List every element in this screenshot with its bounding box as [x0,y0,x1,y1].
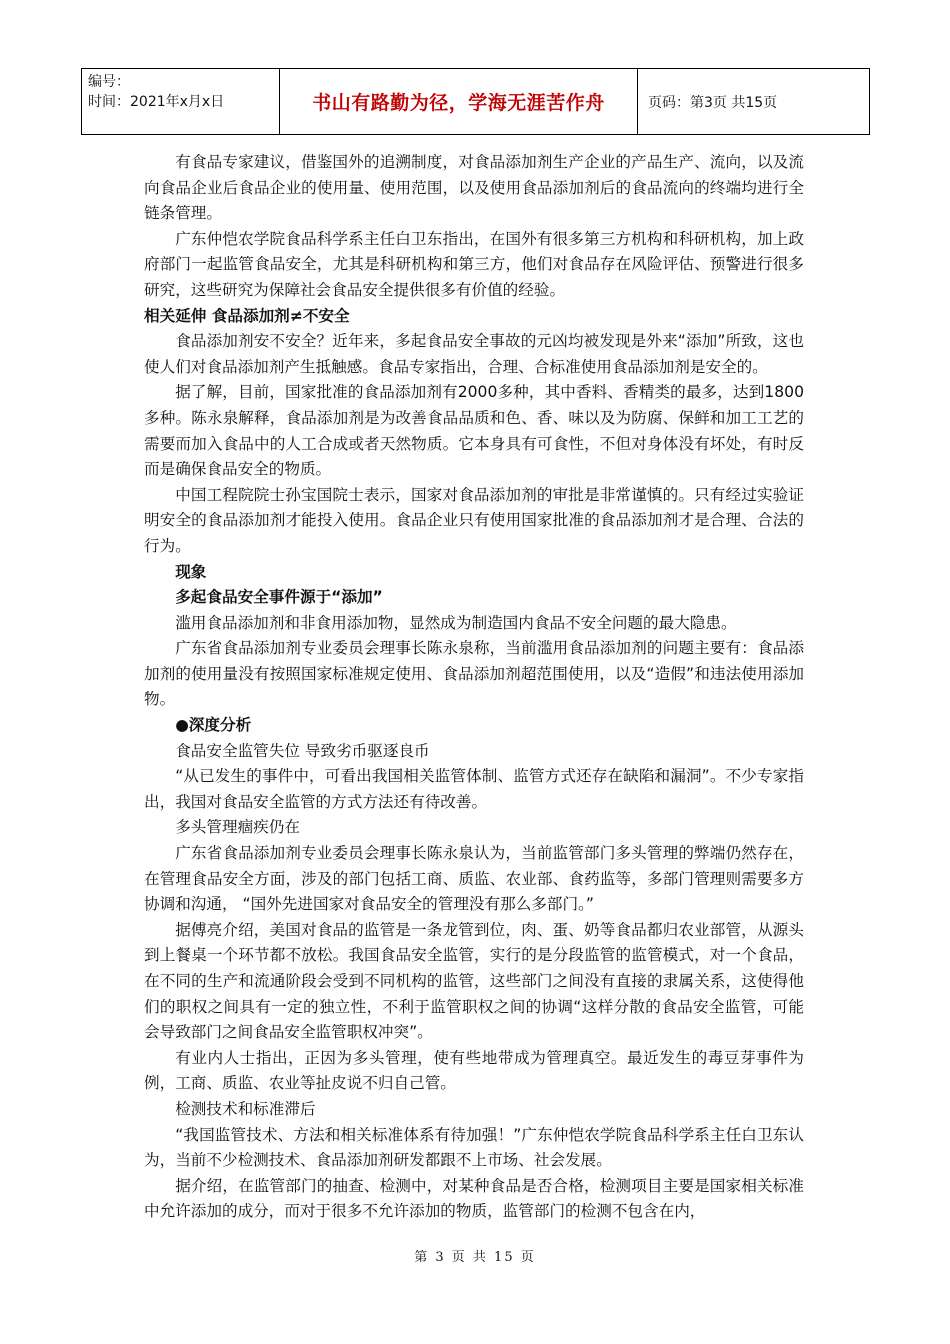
paragraph: 据傅亮介绍，美国对食品的监管是一条龙管到位，肉、蛋、奶等食品都归农业部管，从源头到上餐桌一个环节都不放松。我国食品安全监管，实行的是分段监管的监管模式，对一个食品，在不同的生产和流通阶段会受到不同机构的监管，这些部门之间没有直接的隶属关系，这使得他们的职权之间具有一定的独立性，不利于监管职权之间的协调“这样分散的食品安全监管，可能会导致部门之间食品安全监管职权冲突”。 [144,920,804,1042]
paragraph: 广东仲恺农学院食品科学系主任白卫东指出，在国外有很多第三方机构和科研机构，加上政府部门一起监管食品安全，尤其是科研机构和第三方，他们对食品存在风险评估、预警进行很多研究，这些研究为保障社会食品安全提供很多有价值的经验。 [144,229,804,299]
section-heading: 多起食品安全事件源于“添加” [175,588,383,607]
paragraph: 有业内人士指出，正因为多头管理，使有些地带成为管理真空。最近发生的毒豆芽事件为例，工商、质监、农业等扯皮说不归自己管。 [144,1048,804,1093]
paragraph: 滥用食品添加剂和非食用添加物，显然成为制造国内食品不安全问题的最大隐患。 [175,613,737,632]
paragraph: 中国工程院院士孙宝国院士表示，国家对食品添加剂的审批是非常谨慎的。只有经过实验证明安全的食品添加剂才能投入使用。食品企业只有使用国家批准的食品添加剂才是合理、合法的行为。 [144,485,804,555]
section-heading: 相关延伸 食品添加剂≠不安全 [144,306,350,325]
subheading: 多头管理痼疾仍在 [175,818,300,837]
subheading: 食品安全监管失位 导致劣币驱逐良币 [175,741,430,760]
paragraph: 广东省食品添加剂专业委员会理事长陈永泉称，当前滥用食品添加剂的问题主要有：食品添加剂的使用量没有按照国家标准规定使用、食品添加剂超范围使用，以及“造假”和违法使用添加物。 [144,639,804,709]
paragraph: 广东省食品添加剂专业委员会理事长陈永泉认为，当前监管部门多头管理的弊端仍然存在，在管理食品安全方面，涉及的部门包括工商、质监、农业部、食药监等，多部门管理则需要多方协调和沟通， “国外先进国家对食品安全的管理没有那么多部门。” [144,844,804,914]
page-footer: 第 3 页 共 15 页 [414,1250,536,1265]
paragraph: 据了解，目前，国家批准的食品添加剂有2000多种，其中香料、香精类的最多，达到1800多种。陈永泉解释，食品添加剂是为改善食品品质和色、香、味以及为防腐、保鲜和加工工艺的需要而加入食品中的人工合成或者天然物质。它本身具有可食性，不但对身体没有坏处，有时反而是确保食品安全的物质。 [144,383,804,479]
document-body [144,150,804,1225]
subheading: 检测技术和标准滞后 [175,1099,316,1118]
page-header [81,68,870,135]
header-page-info: 页码：第3页 共15页 [648,94,778,111]
document-time-label: 时间：2021年x月x日 [88,94,225,110]
paragraph: 食品添加剂安不安全？近年来，多起食品安全事故的元凶均被发现是外来“添加”所致，这也使人们对食品添加剂产生抵触感。食品专家指出，合理、合标准使用食品添加剂是安全的。 [144,332,804,376]
header-motto: 书山有路勤为径，学海无涯苦作舟 [280,69,638,134]
paragraph: “从已发生的事件中，可看出我国相关监管体制、监管方式还存在缺陷和漏洞”。不少专家指出，我国对食品安全监管的方式方法还有待改善。 [144,767,804,811]
section-heading: 现象 [175,562,207,581]
section-heading: ●深度分析 [175,716,252,735]
paragraph: 据介绍，在监管部门的抽查、检测中，对某种食品是否合格，检测项目主要是国家相关标准中允许添加的成分，而对于很多不允许添加的物质，监管部门的检测不包含在内， [144,1176,804,1221]
paragraph: “我国监管技术、方法和相关标准体系有待加强！”广东仲恺农学院食品科学系主任白卫东认为，当前不少检测技术、食品添加剂研发都跟不上市场、社会发展。 [144,1125,804,1170]
document-number-label: 编号： [88,74,130,90]
header-meta [82,69,280,134]
paragraph: 有食品专家建议，借鉴国外的追溯制度，对食品添加剂生产企业的产品生产、流向，以及流向食品企业后食品企业的使用量、使用范围，以及使用食品添加剂后的食品流向的终端均进行全链条管理。 [144,153,804,223]
